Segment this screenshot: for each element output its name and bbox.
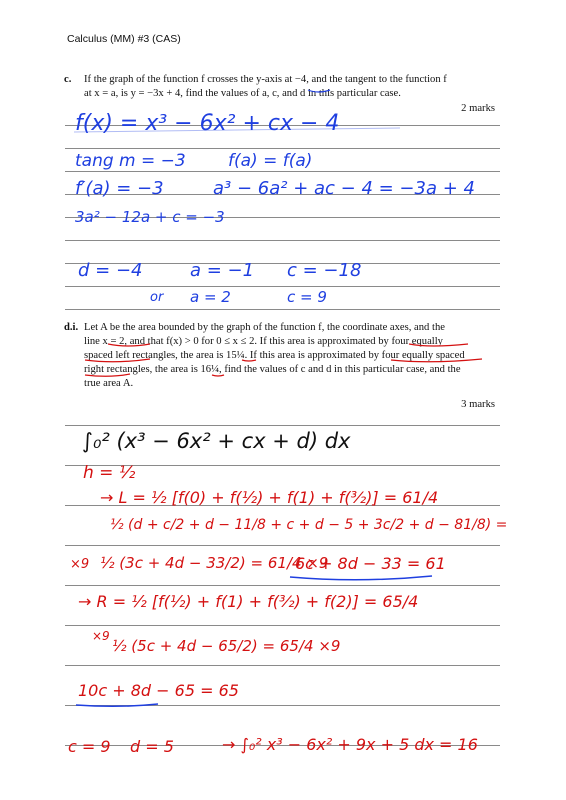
handwritten-d-value: d = −4 [78,260,143,281]
question-c-line-1: If the graph of the function f crosses the y-axis at −4, and the tangent to the function f [84,74,447,85]
handwritten-c-alt: c = 9 [287,288,327,306]
underline-stroke [108,344,150,346]
handwritten-equation-2: 10c + 8d − 65 = 65 [78,681,239,700]
handwritten-or: or [150,290,164,305]
handwritten-a-value: a = −1 [190,260,255,281]
handwritten-left-simplify: ½ (3c + 4d − 33/2) = 61/4 ×9 [100,554,329,572]
handwritten-d-result: d = 5 [130,737,174,756]
handwritten-true-area: → ∫₀² x³ − 6x² + 9x + 5 dx = 16 [222,735,478,754]
question-d-line-5: true area A. [84,378,134,389]
handwritten-tangent-slope: tang m = −3 [75,151,186,171]
handwritten-h-value: h = ½ [83,463,136,483]
handwritten-integral: ∫₀² (x³ − 6x² + cx + d) dx [82,429,351,453]
underline-stroke [85,374,130,376]
handwritten-multiplier-1: ×9 [70,557,90,572]
handwritten-left-sum: → L = ½ [f(0) + f(½) + f(1) + f(³⁄₂)] = 61/4 [100,488,439,507]
question-d-line-2: line x = 2, and that f(x) > 0 for 0 ≤ x ≤ 2. If this area is approximated by four equally [84,336,443,347]
underline-stroke [308,90,330,92]
question-d-label: d.i. [64,322,79,333]
underline-stroke [74,128,400,132]
question-d-line-1: Let A be the area bounded by the graph of the function f, the coordinate axes, and the [84,322,445,333]
question-c-line-2: at x = a, is y = −3x + 4, find the values of a, c, and d in this particular case. [84,88,401,99]
handwritten-point-eq: a³ − 6a² + ac − 4 = −3a + 4 [213,178,475,199]
handwritten-multiplier-2: ×9 [92,629,110,643]
handwritten-right-sum: → R = ½ [f(½) + f(1) + f(³⁄₂) + f(2)] = 65/4 [78,592,419,611]
underline-stroke [391,359,482,362]
question-c-marks: 2 marks [461,103,495,114]
page-header: Calculus (MM) #3 (CAS) [67,33,181,45]
underline-stroke [212,375,224,376]
handwritten-c-result: c = 9 [68,737,111,756]
underline-stroke [409,344,468,346]
handwritten-c-value: c = −18 [287,260,362,281]
question-d-marks: 3 marks [461,399,495,410]
question-d-line-4: right rectangles, the area is 16¼, find the values of c and d in this particular case, and the [84,364,461,375]
handwritten-derivative-expanded: 3a² − 12a + c = −3 [75,208,225,226]
underline-stroke [85,359,150,362]
handwritten-derivative-eq: f′(a) = −3 [75,178,164,199]
handwritten-equation-1: 6c + 8d − 33 = 61 [295,554,446,573]
underline-stroke [290,576,432,580]
handwritten-tangent-point: f(a) = f(a) [228,151,313,171]
underline-stroke [242,360,256,361]
handwritten-f-definition: f(x) = x³ − 6x² + cx − 4 [75,111,340,136]
underline-stroke [76,704,158,706]
handwritten-right-simplify: ½ (5c + 4d − 65/2) = 65/4 ×9 [112,637,341,655]
handwritten-left-expand: ½ (d + c/2 + d − 11/8 + c + d − 5 + 3c/2 + d − 81/8) = [110,517,508,533]
question-d-line-3: spaced left rectangles, the area is 15¼. If this area is approximated by four equally spaced [84,350,465,361]
handwritten-a-alt: a = 2 [190,288,231,306]
question-c-label: c. [64,74,72,85]
